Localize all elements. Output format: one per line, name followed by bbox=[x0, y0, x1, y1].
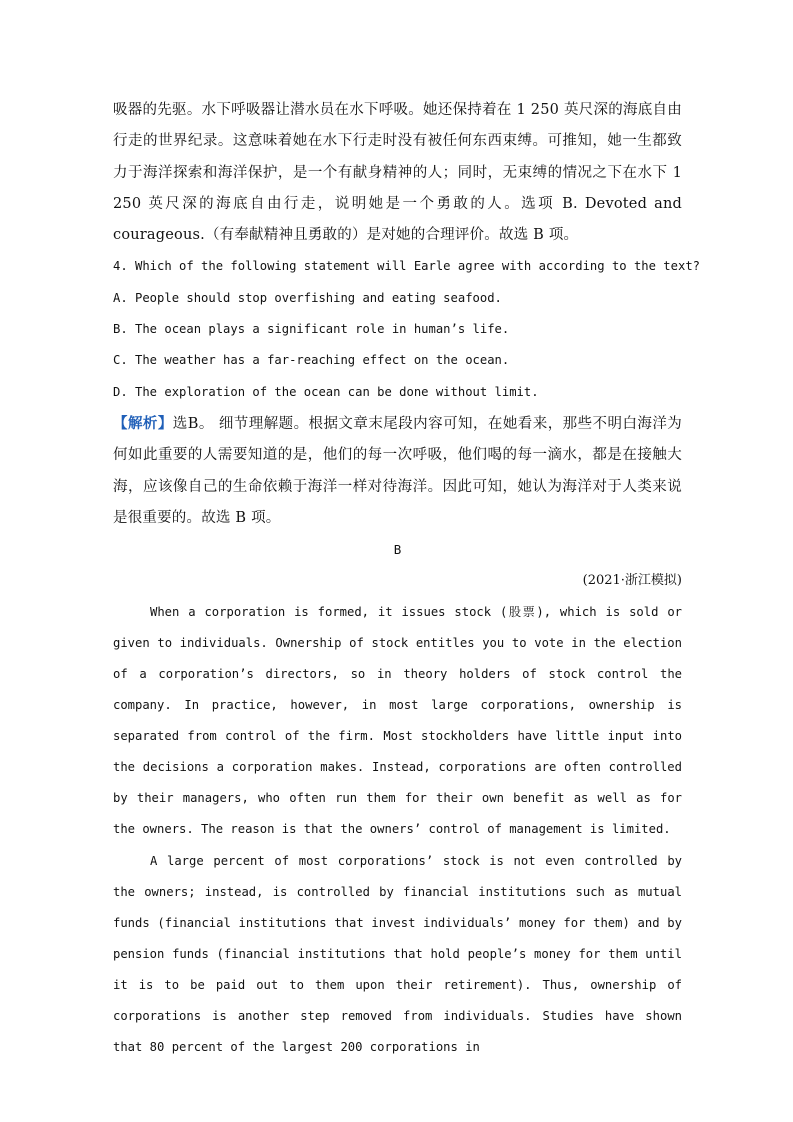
explanation-q3-continued: 吸器的先驱。水下呼吸器让潜水员在水下呼吸。她还保持着在 1 250 英尺深的海底自由行走的世界纪录。这意味着她在水下行走时没有被任何东西束缚。可推知，她一生都致力于海洋探索和海洋保护，是一个有献身精神的人；同时，无束缚的情况之下在水下 1 250 英尺深的海底自由行走，说明她是一个勇敢的人。选项 B. Devoted and courageous.（有奉献精神且勇敢的）是对她的合理评价。故选 B 项。 bbox=[113, 102, 682, 244]
question-4-option-a: A. People should stop overfishing and eating seafood. bbox=[113, 290, 502, 305]
passage-letter: B bbox=[393, 542, 402, 558]
passage-source: (2021·浙江模拟) bbox=[582, 573, 682, 589]
analysis-text: 选B。 细节理解题。根据文章末尾段内容可知，在她看来，那些不明白海洋为何如此重要的人需要知道的是，他们的每一次呼吸，他们喝的每一滴水，都是在接触大海，应该像自己的生命依赖于海洋一样对待海洋。因此可知，她认为海洋对于人类来说是很重要的。故选 B 项。 bbox=[113, 415, 682, 526]
question-4-option-d: D. The exploration of the ocean can be done without limit. bbox=[113, 384, 539, 399]
analysis-label: 【解析】 bbox=[113, 414, 173, 432]
passage-paragraph-2: A large percent of most corporations’ stock is not even controlled by the owners; instead, is controlled by financial institutions such as mutual funds (financial institutions that invest individuals’ money for them) and by pension funds (financial institutions that hold people’s money for them until it is to be paid out to them upon their retirement). Thus, ownership of corporations is another step removed from individuals. Studies have shown that 80 percent of the largest 200 corporations in bbox=[113, 853, 682, 1055]
document-page bbox=[113, 95, 700, 1063]
question-4-option-b: B. The ocean plays a significant role in human’s life. bbox=[113, 322, 510, 337]
question-4-stem: 4. Which of the following statement will Earle agree with according to the text? bbox=[113, 259, 700, 274]
question-4-analysis bbox=[113, 408, 682, 534]
passage-paragraph-1: When a corporation is formed, it issues stock (股票), which is sold or given to individuals. Ownership of stock entitles you to vote in the election of a corporation’s directors, so in theory holders of stock control the company. In practice, however, in most large corporations, ownership is separated from control of the firm. Most stockholders have little input into the decisions a corporation makes. Instead, corporations are often controlled by their managers, who often run them for their own benefit as well as for the owners. The reason is that the owners’ control of management is limited. bbox=[113, 604, 682, 837]
question-4-option-c: C. The weather has a far-reaching effect on the ocean. bbox=[113, 353, 510, 368]
